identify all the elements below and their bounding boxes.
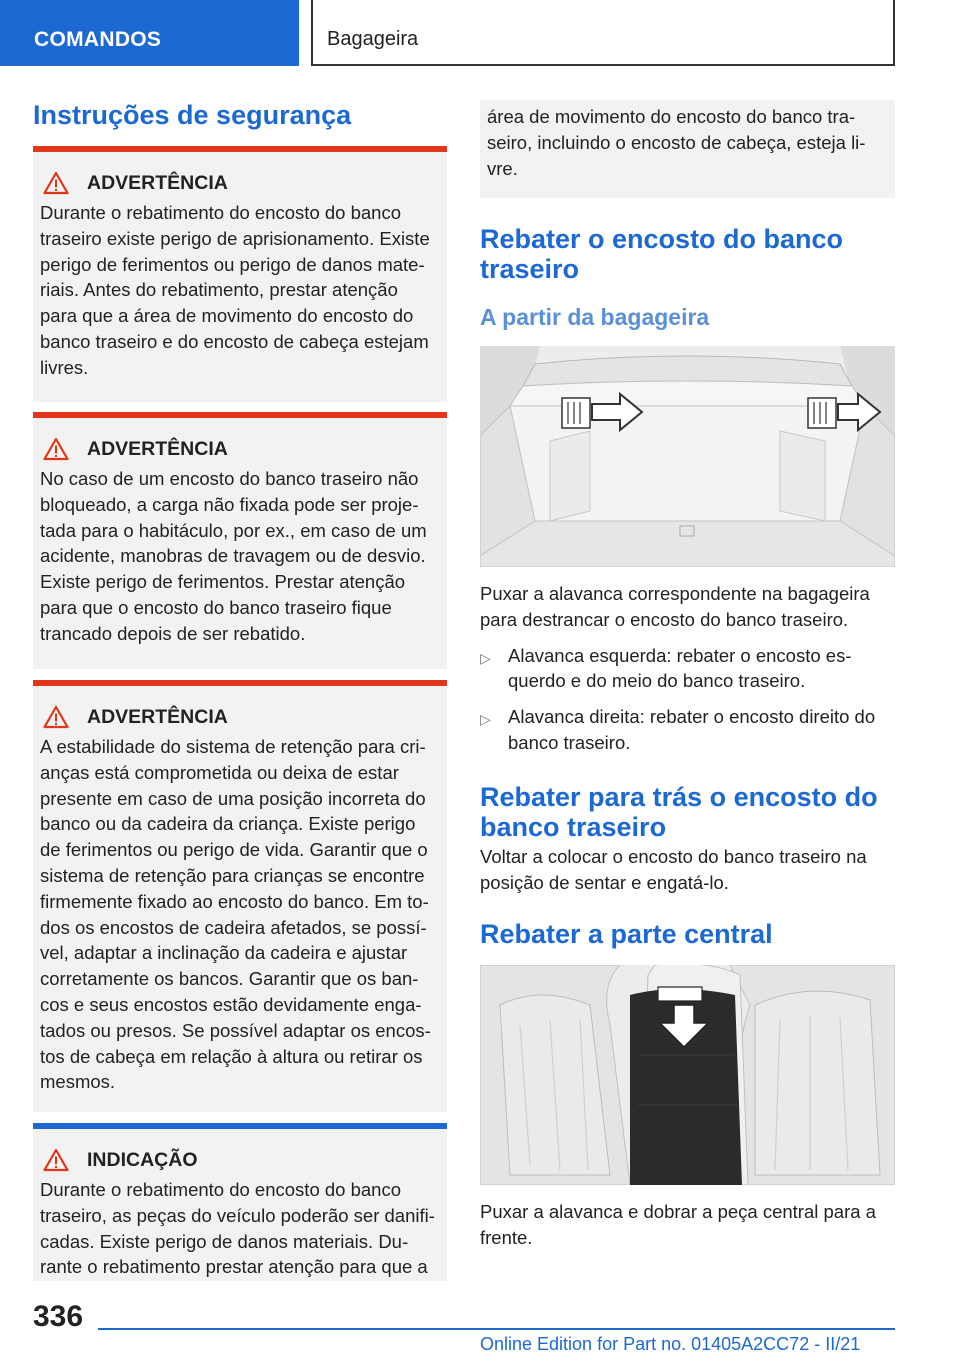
page-number: 336 <box>33 1300 84 1333</box>
section-title-fold-rear-backrest: Rebater o encosto do banco traseiro <box>480 224 844 284</box>
warning-box-2 <box>33 412 447 669</box>
lever-instruction: Puxar a alavanca correspondente na bagageira para destrancar o encosto do banco traseiro. <box>480 583 870 630</box>
warning-label: ADVERTÊNCIA <box>87 437 228 460</box>
warning-box-1 <box>33 146 447 402</box>
warning-triangle-icon <box>43 437 69 461</box>
notice-continuation <box>480 100 895 198</box>
chapter-label: Bagageira <box>327 28 419 50</box>
notice-label: INDICAÇÃO <box>87 1148 198 1171</box>
center-part-instruction: Puxar a alavanca e dobrar a peça central para a frente. <box>480 1201 876 1249</box>
warning-triangle-icon <box>43 705 69 729</box>
bullet-right-lever <box>480 704 895 756</box>
warning-label: ADVERTÊNCIA <box>87 171 228 194</box>
section-tab <box>0 0 299 66</box>
warning-text: No caso de um encosto do banco traseiro não bloqueado, a carga não fixada pode ser projetada para o habitáculo, por ex., em caso de um acidente, manobras de travagem ou de desvio. Existe perigo de ferimentos. Prestar atenção para que o encosto do banco traseiro fique trancado depois de ser rebatido. <box>40 468 427 644</box>
bullet-triangle-icon: ▷ <box>480 711 491 728</box>
section-label: COMANDOS <box>34 28 162 51</box>
edition-note: Online Edition for Part no. 01405A2CC72 - II/21 <box>480 1334 861 1354</box>
warning-text: Durante o rebatimento do encosto do banco traseiro existe perigo de aprisionamento. Existe perigo de ferimentos ou perigo de danos materiais. Antes do rebatimento, prestar atenção para que a área de movimento do encosto do banco traseiro e do encosto de cabeça estejam livres. <box>40 202 430 378</box>
chapter-header <box>311 0 895 66</box>
warning-label: ADVERTÊNCIA <box>87 705 228 728</box>
rear-seat-illustration <box>480 965 895 1185</box>
rear-seat-center-image <box>480 965 895 1185</box>
notice-box <box>33 1123 447 1281</box>
bullet-text: Alavanca direita: rebater o encosto direito do banco traseiro. <box>508 706 876 753</box>
warning-text: A estabilidade do sistema de retenção para crianças está comprometida ou deixa de estar presente em caso de uma posição incorreta do banco ou da cadeira da criança. Existe perigo de ferimentos ou perigo de vida. Garantir que o sistema de retenção para crianças se encontre firmemente fixado ao encosto do banco. Em todos os encostos de cadeira afetados, se possível, adaptar a inclinação da cadeira e ajustar corretamente os bancos. Garantir que os bancos e seus encostos estão devidamente engatados ou presos. Se possível adaptar os encostos de cabeça em relação à altura ou retirar os mesmos. <box>40 736 431 1093</box>
bullet-left-lever <box>480 643 895 695</box>
section-title-center-part: Rebater a parte central <box>480 919 773 950</box>
notice-triangle-icon <box>43 1148 69 1172</box>
fold-back-text: Voltar a colocar o encosto do banco traseiro na posição de sentar e engatá-lo. <box>480 845 867 893</box>
luggage-compartment-image <box>480 346 895 567</box>
warning-box-3 <box>33 680 447 1112</box>
footer-divider <box>98 1328 895 1330</box>
bullet-triangle-icon: ▷ <box>480 649 491 666</box>
notice-text: Durante o rebatimento do encosto do banco traseiro, as peças do veículo poderão ser danificadas. Existe perigo de danos materiais. Durante o rebatimento prestar atenção para que a <box>40 1179 435 1278</box>
safety-title: Instruções de segurança <box>33 100 352 130</box>
subsection-from-luggage: A partir da bagageira <box>480 304 710 330</box>
warning-triangle-icon <box>43 171 69 195</box>
right-column <box>480 100 895 1251</box>
left-column <box>33 100 447 1281</box>
notice-continued-text: área de movimento do encosto do banco traseiro, incluindo o encosto de cabeça, esteja livre. <box>487 106 866 179</box>
bullet-text: Alavanca esquerda: rebater o encosto esquerdo e do meio do banco traseiro. <box>508 644 852 692</box>
luggage-compartment-illustration <box>480 346 895 567</box>
section-title-fold-back: Rebater para trás o encosto do banco traseiro <box>480 781 878 842</box>
